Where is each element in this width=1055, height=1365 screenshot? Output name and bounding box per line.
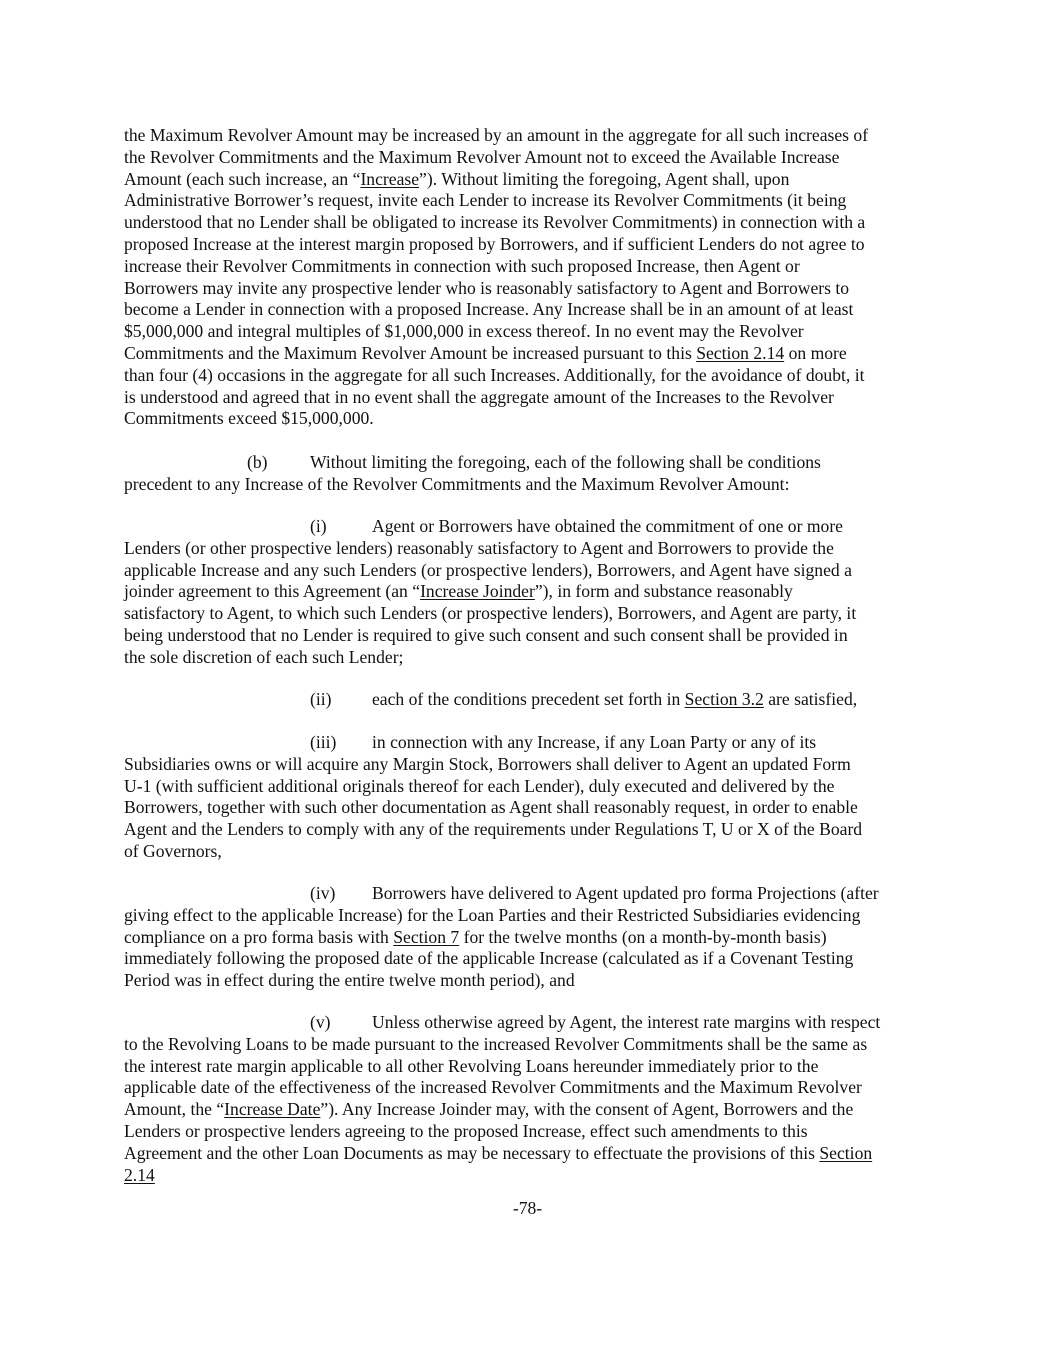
item-iii: (iii) in connection with any Increase, if any Loan Party or any of its Subsidiaries owns or will acquire any Margin Stock, Borrowers shall deliver to Agent an updated Form U-1 (with sufficient additional originals thereof for each Lender), duly executed and delivered by the Borrowers, together with such other documentation as Agent shall reasonably request, in order to enable Agent and the Lenders to comply with any of the requirements under Regulations T, U or X of the Board of Governors, [124, 732, 944, 863]
text-line: giving effect to the applicable Increase) for the Loan Parties and their Restricted Subsidiaries evidencing [124, 904, 861, 925]
paragraph-a [124, 125, 944, 430]
item-i-label: (i) [310, 516, 327, 536]
item-ii: (ii) each of the conditions precedent set forth in Section 3.2 are satisfied, [310, 689, 858, 709]
cross-reference-link: Increase Date [224, 1099, 321, 1120]
text-line: Agreement and the other Loan Documents as may be necessary to effectuate the provisions of this Section [124, 1142, 873, 1163]
text-line: applicable date of the effectiveness of the increased Revolver Commitments and the Maximum Revolver [124, 1077, 862, 1098]
paragraph-b-first-line: (b) Without limiting the foregoing, each of the following shall be conditions [247, 452, 821, 472]
text-line: U-1 (with sufficient additional originals thereof for each Lender), duly executed and delivered by the [124, 775, 835, 796]
text-line: proposed Increase at the interest margin proposed by Borrowers, and if sufficient Lenders do not agree to [124, 233, 865, 254]
text-line: compliance on a pro forma basis with Section 7 for the twelve months (on a month-by-month basis) [124, 926, 827, 947]
item-v-label: (v) [310, 1012, 331, 1032]
item-iii-label: (iii) [310, 732, 337, 752]
text-line: Lenders or prospective lenders agreeing to the proposed Increase, effect such amendments to this [124, 1120, 808, 1141]
item-ii-label: (ii) [310, 689, 332, 709]
text-line: Administrative Borrower’s request, invite each Lender to increase its Revolver Commitments (it being [124, 190, 847, 211]
text-line: understood that no Lender shall be obligated to increase its Revolver Commitments) in connection with a [124, 212, 866, 233]
text-line: Amount (each such increase, an “Increase”). Without limiting the foregoing, Agent shall, upon [124, 168, 790, 189]
text-line: the interest rate margin applicable to all other Revolving Loans hereunder immediately prior to the [124, 1055, 819, 1076]
cross-reference-link: Section 3.2 [684, 689, 764, 709]
paragraph-b-label: (b) [247, 452, 268, 472]
text-line: Agent and the Lenders to comply with any of the requirements under Regulations T, U or X of the Board [124, 819, 863, 840]
cross-reference-link: Increase Joinder [420, 581, 535, 602]
text-line: Period was in effect during the entire twelve month period), and [124, 970, 575, 991]
text-line: Borrowers, together with such other documentation as Agent shall reasonably request, in order to enable [124, 797, 858, 818]
text-line: precedent to any Increase of the Revolver Commitments and the Maximum Revolver Amount: [124, 473, 790, 494]
text-line: become a Lender in connection with a proposed Increase. Any Increase shall be in an amount of at least [124, 299, 854, 320]
item-iv: (iv) Borrowers have delivered to Agent updated pro forma Projections (after giving effect to the applicable Increase) for the Loan Parties and their Restricted Subsidiaries evidencing compliance on a pro forma basis with Section 7 for the twelve months (on a month-by-month basis) immediately following the proposed date of the applicable Increase (calculated as if a Covenant Testing Period was in effect during the entire twelve month period), and [124, 883, 944, 992]
text-line: Borrowers may invite any prospective lender who is reasonably satisfactory to Agent and Borrowers to [124, 277, 850, 298]
text-line: Commitments and the Maximum Revolver Amount be increased pursuant to this Section 2.14 on more [124, 342, 847, 363]
text-line: the Revolver Commitments and the Maximum Revolver Amount not to exceed the Available Increase [124, 146, 840, 167]
text-line: $5,000,000 and integral multiples of $1,000,000 in excess thereof. In no event may the Revolver [124, 321, 804, 342]
text-line: joinder agreement to this Agreement (an “Increase Joinder”), in form and substance reasonably [124, 581, 793, 602]
text-line: applicable Increase and any such Lenders (or prospective lenders), Borrowers, and Agent have signed a [124, 559, 852, 580]
item-i: (i) Agent or Borrowers have obtained the commitment of one or more Lenders (or other prospective lenders) reasonably satisfactory to Agent and Borrowers to provide the applicable Increase and any such Lenders (or prospective lenders), Borrowers, and Agent have signed a joinder agreement to this Agreement (an “Increase Joinder”), in form and substance reasonably satisfactory to Agent, to which such Lenders (or prospective lenders), Borrowers, and Agent are party, it being understood that no Lender is required to give such consent and such consent shall be provided in the sole discretion of each such Lender; [124, 516, 944, 669]
cross-reference-link: Section [819, 1142, 873, 1163]
text-line: is understood and agreed that in no event shall the aggregate amount of the Increases to the Revolver [124, 386, 834, 407]
cross-reference-link: 2.14 [124, 1164, 155, 1185]
text-line: immediately following the proposed date of the applicable Increase (calculated as if a Covenant Testing [124, 948, 854, 969]
text-line: being understood that no Lender is required to give such consent and such consent shall be provided in [124, 624, 848, 645]
text-line: Lenders (or other prospective lenders) reasonably satisfactory to Agent and Borrowers to provide the [124, 537, 834, 558]
text-line: satisfactory to Agent, to which such Lenders (or prospective lenders), Borrowers, and Agent are party, it [124, 603, 857, 624]
text-line: to the Revolving Loans to be made pursuant to the increased Revolver Commitments shall be the same as [124, 1033, 868, 1054]
text-line: Amount, the “Increase Date”). Any Increase Joinder may, with the consent of Agent, Borrowers and the [124, 1099, 854, 1120]
cross-reference-link: Increase [360, 168, 420, 189]
text-line: Subsidiaries owns or will acquire any Margin Stock, Borrowers shall deliver to Agent an updated Form [124, 753, 851, 774]
page-number: -78- [512, 1198, 543, 1218]
text-line: Commitments exceed $15,000,000. [124, 408, 374, 429]
text-line: the Maximum Revolver Amount may be increased by an amount in the aggregate for all such increases of [124, 125, 869, 145]
text-line: of Governors, [124, 840, 222, 861]
text-line [124, 1165, 944, 1187]
text-line: than four (4) occasions in the aggregate for all such Increases. Additionally, for the avoidance of doubt, it [124, 364, 865, 385]
text-line: increase their Revolver Commitments in connection with such proposed Increase, then Agent or [124, 255, 800, 276]
text-line: the sole discretion of each such Lender; [124, 646, 404, 667]
paragraph-b [124, 452, 944, 496]
cross-reference-link: Section 7 [393, 926, 460, 947]
cross-reference-link: Section 2.14 [696, 342, 785, 363]
item-v: (v) Unless otherwise agreed by Agent, the interest rate margins with respect to the Revolving Loans to be made pursuant to the increased Revolver Commitments shall be the same as the interest rate margin applicable to all other Revolving Loans hereunder immediately prior to the applicable date of the effectiveness of the increased Revolver Commitments and the Maximum Revolver Amount, the “Increase Date”). Any Increase Joinder may, with the consent of Agent, Borrowers and the Lenders or prospective lenders agreeing to the proposed Increase, effect such amendments to this Agreement and the other Loan Documents as may be necessary to effectuate the provisions of this Section 2.14 [124, 1012, 944, 1186]
item-iv-label: (iv) [310, 883, 336, 903]
